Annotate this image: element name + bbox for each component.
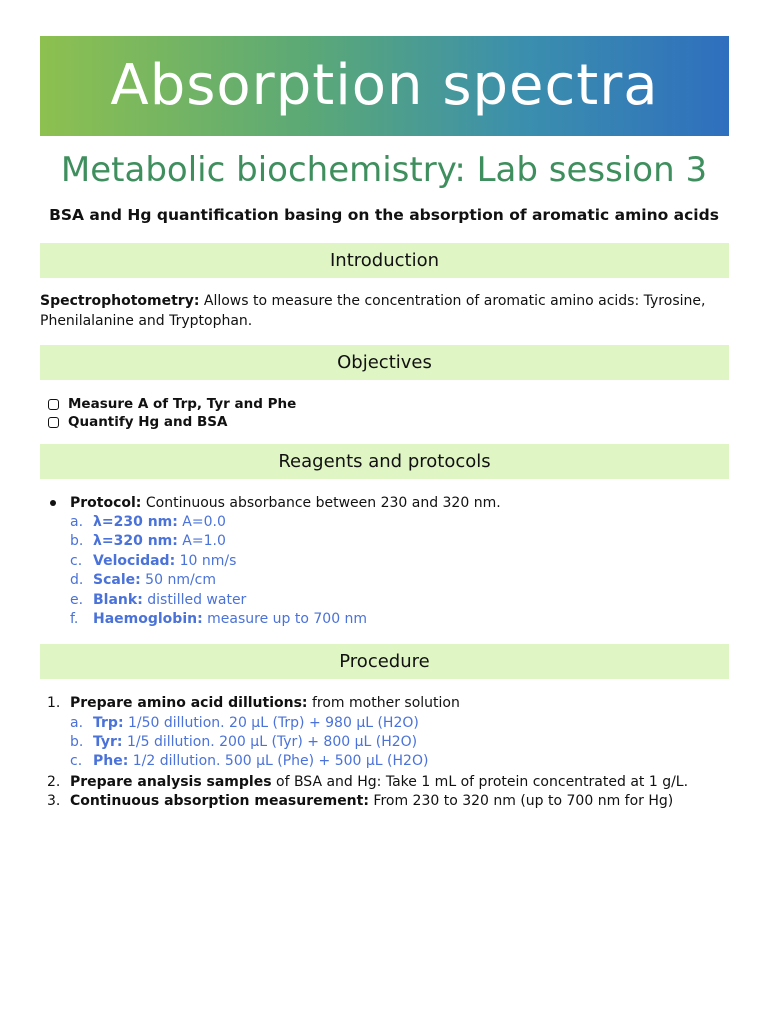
protocol-subitem bbox=[70, 513, 226, 532]
protocol-subitem bbox=[70, 532, 226, 551]
list-marker: c. bbox=[70, 553, 83, 569]
protocol-label: Protocol: bbox=[70, 495, 142, 511]
substep-label: Trp: bbox=[93, 715, 124, 731]
intro-term: Spectrophotometry: bbox=[40, 293, 200, 309]
step-text: From 230 to 320 nm (up to 700 nm for Hg) bbox=[368, 793, 674, 809]
subitem-text: 50 nm/cm bbox=[140, 572, 217, 588]
subitem-label: Velocidad: bbox=[93, 553, 176, 569]
procedure-step bbox=[47, 694, 460, 713]
substep-text: 1/50 dillution. 20 μL (Trp) + 980 μL (H2O) bbox=[123, 715, 419, 731]
intro-paragraph bbox=[40, 291, 730, 331]
bullet-icon bbox=[50, 500, 56, 506]
protocol-subitem bbox=[70, 591, 246, 610]
procedure-substep bbox=[70, 752, 428, 771]
section-heading-introduction: Introduction bbox=[40, 243, 729, 278]
subitem-label: Haemoglobin: bbox=[93, 611, 203, 627]
objective-label: Measure A of Trp, Tyr and Phe bbox=[68, 396, 297, 412]
procedure-step bbox=[47, 792, 673, 811]
subitem-text: A=1.0 bbox=[177, 533, 226, 549]
section-heading-objectives: Objectives bbox=[40, 345, 729, 380]
list-marker: a. bbox=[70, 715, 84, 731]
protocol-subitem bbox=[70, 571, 216, 590]
objective-label: Quantify Hg and BSA bbox=[68, 414, 228, 430]
step-text: from mother solution bbox=[307, 695, 460, 711]
checkbox-icon[interactable] bbox=[48, 417, 59, 428]
list-marker: f. bbox=[70, 611, 79, 627]
section-heading-procedure: Procedure bbox=[40, 644, 729, 679]
protocol-item bbox=[70, 494, 501, 513]
list-marker: 3. bbox=[47, 793, 61, 809]
document-subtitle: Metabolic biochemistry: Lab session 3 bbox=[60, 150, 708, 190]
checkbox-icon[interactable] bbox=[48, 399, 59, 410]
subitem-label: Scale: bbox=[93, 572, 141, 588]
protocol-subitem bbox=[70, 552, 236, 571]
subitem-text: distilled water bbox=[142, 592, 247, 608]
protocol-text: Continuous absorbance between 230 and 320 nm. bbox=[141, 495, 501, 511]
list-marker: e. bbox=[70, 592, 84, 608]
subitem-label: λ=320 nm: bbox=[93, 533, 178, 549]
objective-item bbox=[48, 413, 227, 431]
step-label: Prepare analysis samples bbox=[70, 774, 272, 790]
substep-label: Tyr: bbox=[93, 734, 123, 750]
procedure-substep bbox=[70, 733, 417, 752]
procedure-substep bbox=[70, 714, 419, 733]
subitem-label: Blank: bbox=[93, 592, 143, 608]
procedure-step bbox=[47, 773, 688, 792]
list-marker: 2. bbox=[47, 774, 61, 790]
substep-text: 1/2 dillution. 500 μL (Phe) + 500 μL (H2O) bbox=[128, 753, 429, 769]
subitem-text: 10 nm/s bbox=[175, 553, 237, 569]
title-banner bbox=[40, 36, 729, 136]
list-marker: c. bbox=[70, 753, 83, 769]
list-marker: b. bbox=[70, 734, 84, 750]
list-marker: b. bbox=[70, 533, 84, 549]
section-heading-reagents: Reagents and protocols bbox=[40, 444, 729, 479]
subitem-text: A=0.0 bbox=[177, 514, 226, 530]
list-marker: 1. bbox=[47, 695, 61, 711]
protocol-subitem bbox=[70, 610, 367, 629]
step-text: of BSA and Hg: Take 1 mL of protein concentrated at 1 g/L. bbox=[271, 774, 689, 790]
list-marker: a. bbox=[70, 514, 84, 530]
substep-text: 1/5 dillution. 200 μL (Tyr) + 800 μL (H2O) bbox=[122, 734, 418, 750]
substep-label: Phe: bbox=[93, 753, 129, 769]
list-marker: d. bbox=[70, 572, 84, 588]
document-title: Absorption spectra bbox=[110, 53, 659, 118]
lead-text: BSA and Hg quantification basing on the absorption of aromatic amino acids bbox=[49, 206, 719, 224]
step-label: Continuous absorption measurement: bbox=[70, 793, 369, 809]
subitem-label: λ=230 nm: bbox=[93, 514, 178, 530]
step-label: Prepare amino acid dillutions: bbox=[70, 695, 308, 711]
subitem-text: measure up to 700 nm bbox=[202, 611, 368, 627]
objective-item bbox=[48, 395, 296, 413]
intro-text: Allows to measure the concentration of aromatic amino acids: Tyrosine, Phenilalanine and Tryptophan. bbox=[40, 293, 706, 329]
